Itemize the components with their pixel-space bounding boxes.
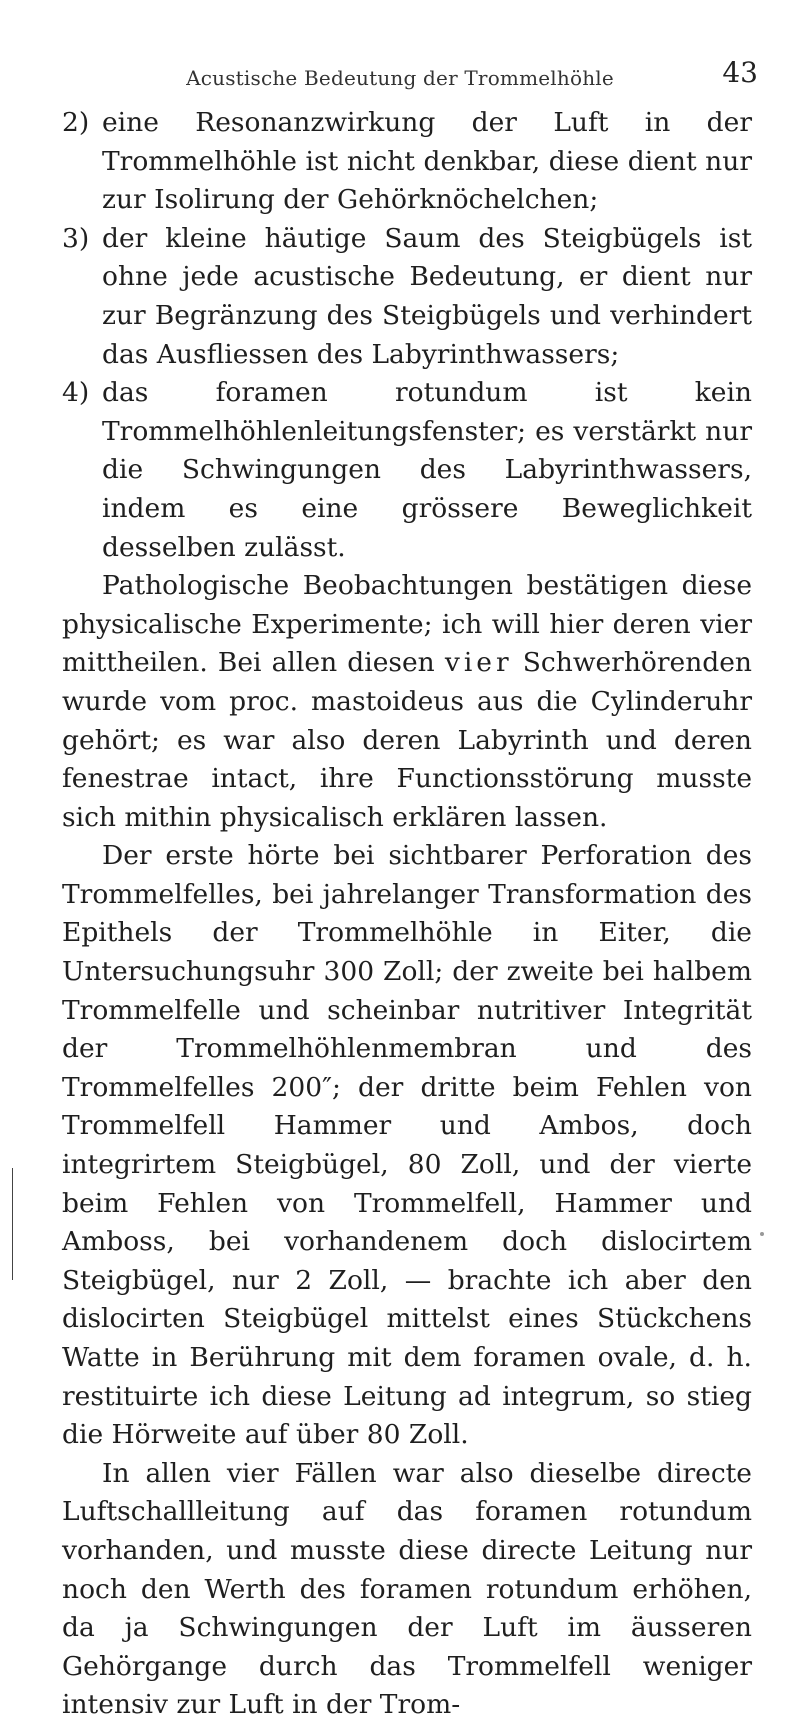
list-item-text: das foramen rotundum ist kein Trommelhöhlenleitungsfenster; es verstärkt nur die Schwingungen des Labyrinthwassers, indem es eine grössere Beweglichkeit desselben zulässt.: [102, 377, 752, 563]
list-item-text: eine Resonanzwirkung der Luft in der Trommelhöhle ist nicht denkbar, diese dient nur zur Isolirung der Gehörknöchelchen;: [102, 107, 752, 216]
paper-speck: [760, 1232, 764, 1236]
list-item: [62, 104, 752, 220]
list-item-number: 3): [62, 222, 90, 254]
page-number: 43: [722, 56, 758, 89]
list-item: [62, 220, 752, 374]
paragraph-text: Schwerhörenden wurde vom proc. mastoideus aus die Cylinderuhr gehört; es war also deren Labyrinth und deren fenestrae intact, ihre Functionsstörung musste sich mithin physicalisch erklären lassen.: [62, 647, 753, 833]
emphasized-word: vier: [444, 647, 513, 679]
list-item-number: 2): [62, 107, 90, 138]
paragraph: [62, 567, 752, 837]
page-body: [62, 104, 752, 1725]
list-item: [62, 374, 752, 567]
list-item-text: der kleine häutige Saum des Steigbügels ist ohne jede acustische Bedeutung, er dient nur zur Begränzung des Steigbügels und verhindert das Ausfliessen des Labyrinthwassers;: [102, 222, 752, 370]
list-item-number: 4): [62, 377, 90, 409]
paragraph-text: Pathologische Beobachtungen bestätigen diese physicalische Experimente; ich will hier deren vier mittheilen. Bei allen diesen: [62, 570, 752, 679]
paragraph: Der erste hörte bei sichtbarer Perforation des Trommelfelles, bei jahrelanger Transformation des Epithels der Trommelhöhle in Eiter, die Untersuchungsuhr 300 Zoll; der zweite bei halbem Trommelfelle und scheinbar nutritiver Integrität der Trommelhöhlenmembran und des Trommelfelles 200″; der dritte beim Fehlen von Trommelfell Hammer und Ambos, doch integrirtem Steigbügel, 80 Zoll, und der vierte beim Fehlen von Trommelfell, Hammer und Amboss, bei vorhandenem doch dislocirtem Steigbügel, nur 2 Zoll, — brachte ich aber den dislocirten Steigbügel mittelst eines Stückchens Watte in Berührung mit dem foramen ovale, d. h. restituirte ich diese Leitung ad integrum, so stieg die Hörweite auf über 80 Zoll.: [62, 840, 752, 1451]
running-title: Acustische Bedeutung der Trommelhöhle: [186, 66, 614, 90]
paragraph: In allen vier Fällen war also dieselbe directe Luftschallleitung auf das foramen rotundum vorhanden, und musste diese directe Leitung nur noch den Werth des foramen rotundum erhöhen, da ja Schwingungen der Luft im äusseren Gehörgange durch das Trommelfell weniger intensiv zur Luft in der Trom-: [62, 1457, 752, 1721]
scan-edge-line: [12, 1168, 13, 1280]
